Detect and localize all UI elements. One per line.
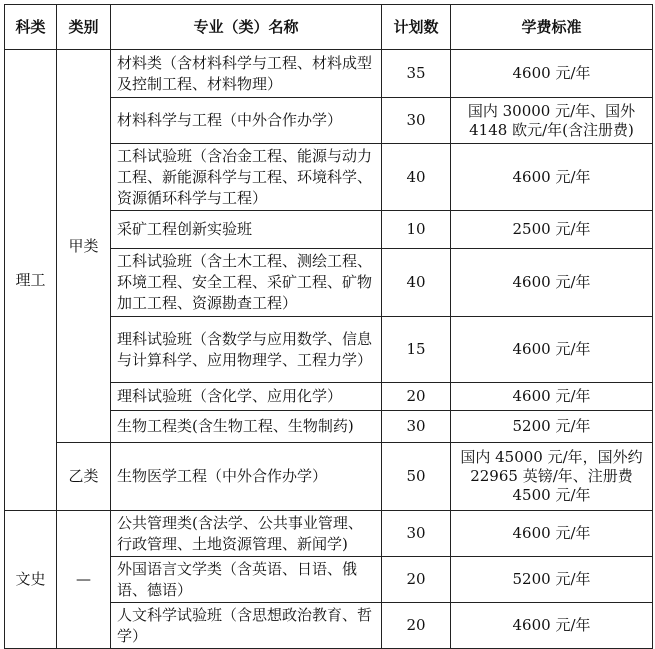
header-category: 类别 — [57, 5, 111, 50]
table-row — [5, 443, 653, 511]
header-discipline: 科类 — [5, 5, 57, 50]
plan-cell: 40 — [382, 249, 451, 317]
fee-cell: 4600 元/年 — [451, 317, 653, 383]
admission-plan-table — [4, 4, 653, 649]
fee-cell: 5200 元/年 — [451, 557, 653, 603]
major-cell: 理科试验班（含数学与应用数学、信息与计算科学、应用物理学、工程力学） — [111, 317, 382, 383]
fee-cell: 4600 元/年 — [451, 603, 653, 649]
category-jia: 甲类 — [57, 50, 111, 443]
table-row — [5, 50, 653, 98]
category-yi: 乙类 — [57, 443, 111, 511]
fee-cell: 国内 30000 元/年、国外 4148 欧元/年(含注册费) — [451, 98, 653, 144]
major-cell: 公共管理类(含法学、公共事业管理、行政管理、土地资源管理、新闻学) — [111, 511, 382, 557]
plan-cell: 20 — [382, 557, 451, 603]
fee-cell: 4600 元/年 — [451, 511, 653, 557]
fee-cell: 2500 元/年 — [451, 211, 653, 249]
major-cell: 材料科学与工程（中外合作办学） — [111, 98, 382, 144]
header-fee: 学费标准 — [451, 5, 653, 50]
header-major: 专业（类）名称 — [111, 5, 382, 50]
discipline-wenshi: 文史 — [5, 511, 57, 649]
plan-cell: 35 — [382, 50, 451, 98]
major-cell: 工科试验班（含土木工程、测绘工程、环境工程、安全工程、采矿工程、矿物加工工程、资源勘查工程） — [111, 249, 382, 317]
plan-cell: 30 — [382, 411, 451, 443]
plan-cell: 15 — [382, 317, 451, 383]
major-cell: 工科试验班（含冶金工程、能源与动力工程、新能源科学与工程、环境科学、资源循环科学与工程） — [111, 144, 382, 211]
major-cell: 材料类（含材料科学与工程、材料成型及控制工程、材料物理） — [111, 50, 382, 98]
major-cell: 生物医学工程（中外合作办学） — [111, 443, 382, 511]
fee-cell: 4600 元/年 — [451, 383, 653, 411]
major-cell: 理科试验班（含化学、应用化学） — [111, 383, 382, 411]
plan-cell: 30 — [382, 98, 451, 144]
plan-cell: 20 — [382, 603, 451, 649]
fee-cell: 5200 元/年 — [451, 411, 653, 443]
header-plan: 计划数 — [382, 5, 451, 50]
major-cell: 生物工程类(含生物工程、生物制药) — [111, 411, 382, 443]
table-row — [5, 511, 653, 557]
plan-cell: 10 — [382, 211, 451, 249]
plan-cell: 40 — [382, 144, 451, 211]
fee-cell: 4600 元/年 — [451, 249, 653, 317]
plan-cell: 20 — [382, 383, 451, 411]
plan-cell: 30 — [382, 511, 451, 557]
major-cell: 外国语言文学类（含英语、日语、俄语、德语） — [111, 557, 382, 603]
plan-cell: 50 — [382, 443, 451, 511]
major-cell: 采矿工程创新实验班 — [111, 211, 382, 249]
fee-cell: 国内 45000 元/年，国外约 22965 英镑/年、注册费 4500 元/年 — [451, 443, 653, 511]
discipline-ligong: 理工 — [5, 50, 57, 511]
fee-cell: 4600 元/年 — [451, 50, 653, 98]
category-dash: — — [57, 511, 111, 649]
major-cell: 人文科学试验班（含思想政治教育、哲学） — [111, 603, 382, 649]
fee-cell: 4600 元/年 — [451, 144, 653, 211]
header-row — [5, 5, 653, 50]
